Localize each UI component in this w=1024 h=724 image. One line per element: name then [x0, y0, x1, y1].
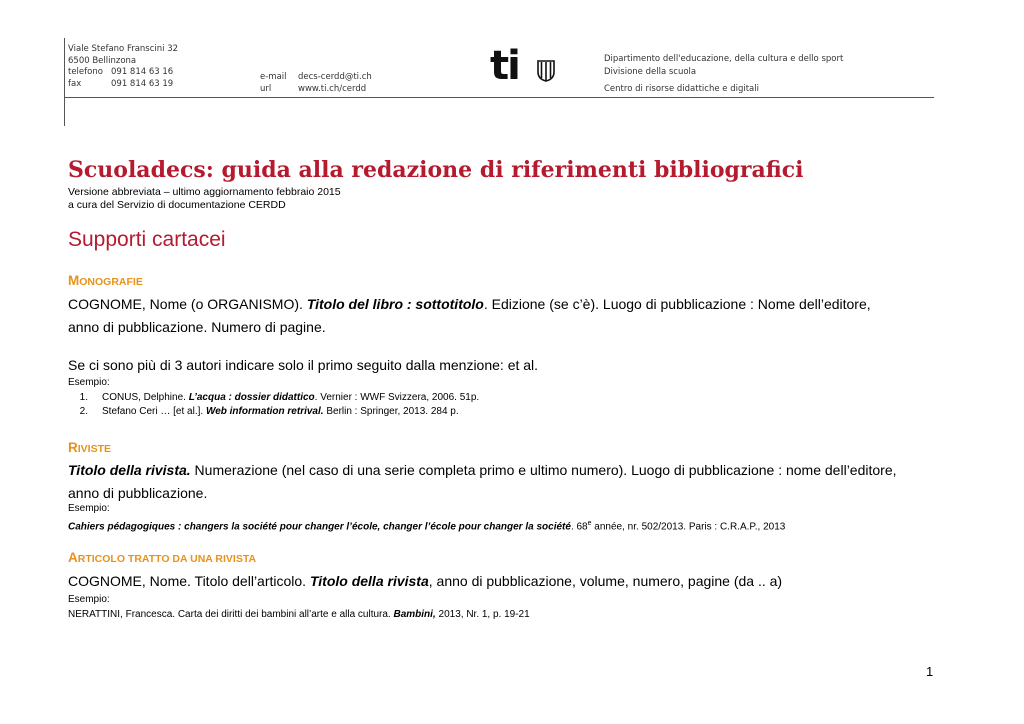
department-line-2: Divisione della scuola — [604, 66, 697, 77]
address-block — [68, 44, 178, 90]
section-rest: IVISTE — [77, 443, 112, 455]
example-rest: année, nr. 502/2013. Paris : C.R.A.P., 2013 — [591, 521, 786, 533]
monografie-note: Se ci sono più di 3 autori indicare solo il primo seguito dalla menzione: et al. — [68, 357, 539, 373]
format-rest: , anno di pubblicazione, volume, numero, pagine (da .. a) — [428, 573, 783, 589]
articolo-example — [68, 608, 530, 621]
format-author: COGNOME, Nome (o ORGANISMO). — [68, 296, 307, 312]
list-number: 1. — [79, 392, 88, 403]
riviste-format-line-2: anno di pubblicazione. — [68, 485, 208, 501]
header-horizontal-rule — [64, 97, 934, 98]
email-label: e-mail — [260, 72, 287, 82]
fax-row — [68, 79, 178, 91]
contact-block — [260, 72, 372, 95]
url-value[interactable]: www.ti.ch/cerdd — [298, 83, 367, 94]
riviste-esempio-label: Esempio: — [68, 503, 110, 514]
riviste-example — [68, 517, 785, 533]
email-row — [260, 72, 372, 84]
address-line-1: Viale Stefano Franscini 32 — [68, 44, 179, 54]
format-title: Titolo della rivista. — [68, 462, 191, 478]
address-line-2: 6500 Bellinzona — [68, 55, 137, 66]
example-author: CONUS, Delphine. — [102, 392, 189, 403]
format-rest: Numerazione (nel caso di una serie completa primo e ultimo numero). Luogo di pubblicazione : nome dell’editore, — [190, 462, 897, 478]
example-title: Cahiers pédagogiques : changers la société pour changer l’école, changer l’école pour changer la société — [68, 521, 571, 533]
section-initial: R — [68, 440, 78, 455]
telefono-row — [68, 67, 178, 79]
section-initial: A — [68, 550, 78, 565]
telefono-value: 091 814 63 16 — [111, 67, 174, 77]
articolo-esempio-label: Esempio: — [68, 594, 110, 605]
list-item — [68, 391, 479, 405]
monografie-esempio-label: Esempio: — [68, 377, 110, 388]
format-author: COGNOME, Nome. Titolo dell’articolo. — [68, 573, 310, 589]
curated-line: a cura del Servizio di documentazione CERDD — [68, 199, 286, 211]
department-line-3: Centro di risorse didattiche e digitali — [604, 84, 759, 94]
section-initial: M — [68, 273, 80, 288]
articolo-format — [68, 570, 782, 593]
example-title: Bambini, — [393, 609, 436, 620]
ti-logo-text: ti — [490, 43, 519, 89]
section-title-articolo — [68, 549, 256, 567]
ticino-logo — [490, 43, 519, 89]
riviste-format — [68, 459, 897, 505]
list-item — [68, 405, 479, 419]
format-title: Titolo della rivista — [309, 573, 429, 589]
list-number: 2. — [79, 406, 88, 417]
monografie-format — [68, 293, 871, 339]
telefono-label: telefono — [68, 67, 103, 77]
example-rest: . Vernier : WWF Svizzera, 2006. 51p. — [314, 392, 480, 403]
section-rest: ONOGRAFIE — [79, 276, 143, 288]
department-block — [604, 53, 843, 96]
format-title: Titolo del libro : sottotitolo — [306, 296, 484, 312]
page-number: 1 — [926, 664, 934, 679]
document-title: Scuoladecs: guida alla redazione di riferimenti bibliografici — [68, 157, 804, 183]
section-rest: RTICOLO TRATTO DA UNA RIVISTA — [77, 553, 257, 565]
monografie-format-line-1 — [68, 293, 871, 316]
fax-label: fax — [68, 78, 82, 89]
riviste-format-line-1 — [68, 459, 897, 482]
example-rest: Berlin : Springer, 2013. 284 p. — [323, 406, 459, 417]
example-author: Stefano Ceri … [et al.]. — [102, 406, 206, 417]
url-label: url — [260, 83, 272, 94]
fax-value: 091 814 63 19 — [111, 78, 174, 89]
department-line-1: Dipartimento dell'educazione, della cultura e dello sport — [604, 54, 844, 64]
url-row — [260, 84, 372, 96]
example-edition: . 68 — [570, 521, 588, 533]
monografie-example-list — [68, 391, 479, 419]
example-title: Web information retrival. — [205, 406, 324, 417]
header-vertical-rule — [64, 38, 65, 126]
section-title-riviste — [68, 439, 111, 457]
example-superscript: e — [587, 520, 592, 527]
canton-shield-icon — [537, 60, 555, 87]
section-heading-supporti-cartacei: Supporti cartacei — [68, 228, 226, 251]
version-line: Versione abbreviata – ultimo aggiornamento febbraio 2015 — [68, 186, 341, 198]
example-rest: 2013, Nr. 1, p. 19-21 — [435, 609, 530, 620]
email-value[interactable]: decs-cerdd@ti.ch — [298, 72, 372, 82]
section-title-monografie — [68, 272, 143, 290]
example-author: NERATTINI, Francesca. Carta dei diritti dei bambini all’arte e alla cultura. — [68, 609, 394, 620]
format-rest: . Edizione (se c’è). Luogo di pubblicazione : Nome dell’editore, — [483, 296, 871, 312]
example-title: L’acqua : dossier didattico — [188, 392, 315, 403]
monografie-format-line-2: anno di pubblicazione. Numero di pagine. — [68, 319, 326, 335]
